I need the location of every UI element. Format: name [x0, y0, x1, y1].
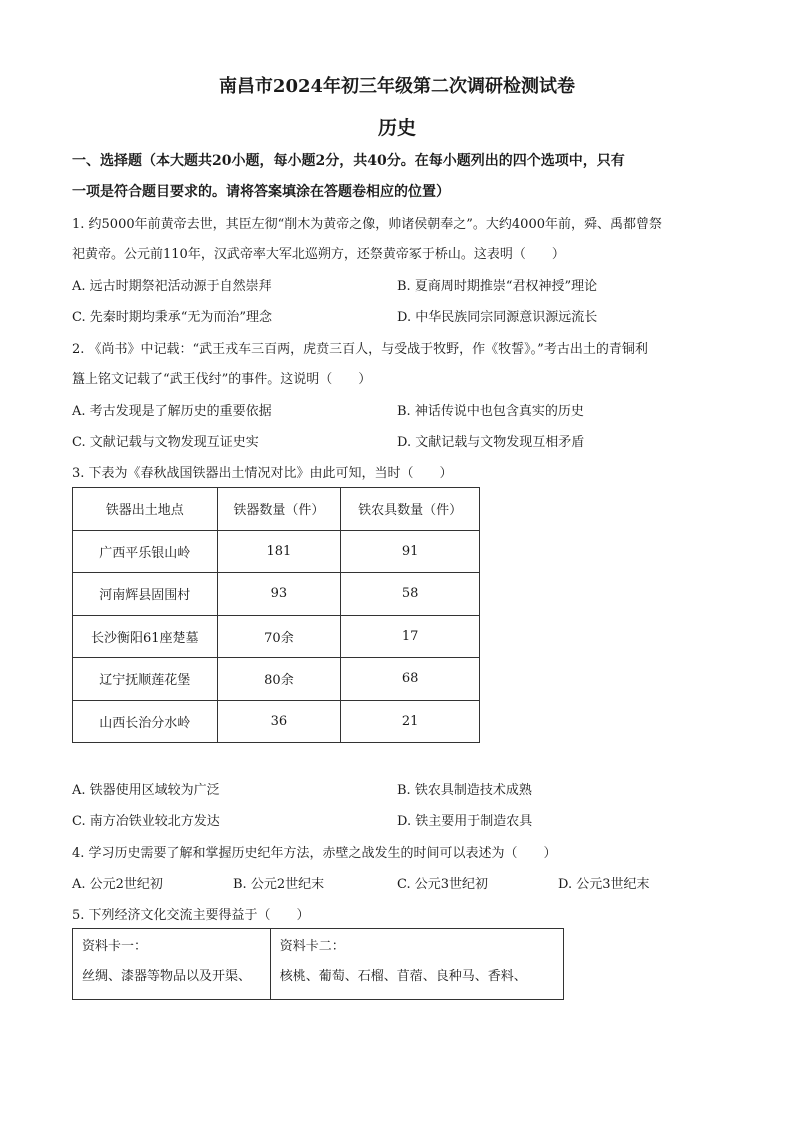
table-row: [73, 573, 480, 616]
table-cell: 17: [341, 615, 480, 658]
q1-option-a: A. 远古时期祭祀活动源于自然崇拜: [72, 279, 272, 294]
table-cell: 91: [341, 530, 480, 573]
table-cell: 70余: [217, 615, 341, 658]
card1-title: 资料卡一：: [82, 939, 148, 954]
table-cell: 58: [341, 573, 480, 616]
q2-stem-line2: 簋上铭文记载了“武王伐纣”的事件。这说明（ ）: [72, 372, 372, 387]
q1-stem-line2: 祀黄帝。公元前110年，汉武帝率大军北巡朔方，还祭黄帝冢于桥山。这表明（ ）: [72, 247, 565, 262]
q1-stem-line1: 1. 约5000年前黄帝去世，其臣左彻“削木为黄帝之像，帅诸侯朝奉之”。大约4000年前，舜、禹都曾祭: [72, 217, 662, 232]
table-header-cell: 铁器出土地点: [73, 488, 218, 531]
exam-title: 南昌市2024年初三年级第二次调研检测试卷: [218, 76, 576, 97]
table-cell: 长沙衡阳61座楚墓: [73, 615, 218, 658]
card2-title: 资料卡二：: [279, 939, 345, 954]
q1-option-c: C. 先秦时期均秉承“无为而治”理念: [72, 310, 273, 325]
iron-artifacts-table: [72, 487, 480, 743]
card1-text: 丝绸、漆器等物品以及开渠、: [82, 969, 252, 984]
q3-option-d: D. 铁主要用于制造农具: [397, 814, 533, 829]
table-cell: 80余: [217, 658, 341, 701]
material-card-2: [270, 929, 563, 1000]
q5-stem: 5. 下列经济文化交流主要得益于（ ）: [72, 908, 310, 923]
table-cell: 181: [217, 530, 341, 573]
q4-option-c: C. 公元3世纪初: [397, 877, 489, 892]
q4-stem: 4. 学习历史需要了解和掌握历史纪年方法，赤壁之战发生的时间可以表述为（ ）: [72, 846, 557, 861]
table-row: [73, 658, 480, 701]
q1-option-d: D. 中华民族同宗同源意识源远流长: [397, 310, 598, 325]
table-header-row: [73, 488, 480, 531]
q2-option-c: C. 文献记载与文物发现互证史实: [72, 435, 259, 450]
q2-stem-line1: 2. 《尚书》中记载：“武王戎车三百两，虎贲三百人，与受战于牧野，作《牧誓》。”考古出土的青铜利: [72, 342, 648, 357]
q4-option-a: A. 公元2世纪初: [72, 877, 163, 892]
subject-title: 历史: [377, 117, 416, 139]
section-heading-line1: 一、选择题（本大题共20小题，每小题2分，共40分。在每小题列出的四个选项中，只有: [72, 153, 625, 169]
table-cell: 辽宁抚顺莲花堡: [73, 658, 218, 701]
q3-stem: 3. 下表为《春秋战国铁器出土情况对比》由此可知，当时（ ）: [72, 466, 453, 481]
table-cell: 山西长治分水岭: [73, 700, 218, 743]
q3-option-b: B. 铁农具制造技术成熟: [397, 783, 532, 798]
q2-option-d: D. 文献记载与文物发现互相矛盾: [397, 435, 585, 450]
table-cell: 68: [341, 658, 480, 701]
table-row: [73, 615, 480, 658]
q3-option-c: C. 南方冶铁业较北方发达: [72, 814, 220, 829]
q3-option-a: A. 铁器使用区域较为广泛: [72, 783, 220, 798]
table-header-cell: 铁农具数量（件）: [341, 488, 480, 531]
material-cards-table: [72, 928, 564, 1000]
section-heading-line2: 一项是符合题目要求的。请将答案填涂在答题卷相应的位置）: [72, 184, 450, 200]
table-row: [73, 929, 564, 1000]
q4-option-b: B. 公元2世纪末: [233, 877, 325, 892]
table-cell: 广西平乐银山岭: [73, 530, 218, 573]
table-row: [73, 700, 480, 743]
card2-text: 核桃、葡萄、石榴、苜蓿、良种马、香料、: [279, 969, 527, 984]
q1-option-b: B. 夏商周时期推崇“君权神授”理论: [397, 279, 598, 294]
material-card-1: [73, 929, 271, 1000]
q2-option-b: B. 神话传说中也包含真实的历史: [397, 404, 584, 419]
table-cell: 21: [341, 700, 480, 743]
table-cell: 河南辉县固围村: [73, 573, 218, 616]
q2-option-a: A. 考古发现是了解历史的重要依据: [72, 404, 272, 419]
table-header-cell: 铁器数量（件）: [217, 488, 341, 531]
q4-option-d: D. 公元3世纪末: [558, 877, 650, 892]
table-cell: 93: [217, 573, 341, 616]
table-row: [73, 530, 480, 573]
table-cell: 36: [217, 700, 341, 743]
